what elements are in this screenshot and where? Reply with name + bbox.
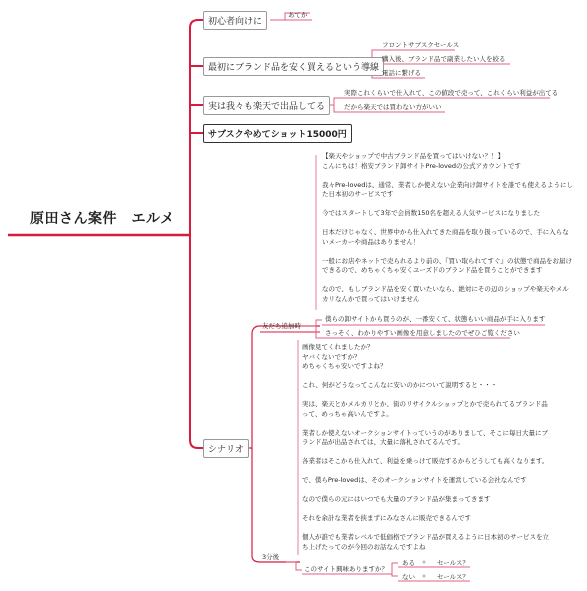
later-node[interactable]: 3分後 xyxy=(262,553,280,561)
question-node[interactable]: このサイト興味ありますか？ xyxy=(304,565,389,573)
option-no-result[interactable]: セールス？ xyxy=(437,573,469,581)
tomodachi-item-2[interactable]: さっそく、わかりやすい画像を用意しましたのでぜひご覧ください xyxy=(325,329,520,337)
branch-rakuten-child-1[interactable]: 実際これくらいで仕入れて、この値段で売って、これくらい利益が出てる xyxy=(344,89,559,97)
option-yes[interactable]: ある xyxy=(402,559,415,567)
root-node[interactable]: 原田さん案件 エルメ xyxy=(30,211,175,227)
branch-subscription-stop[interactable]: サブスクやめてショット15000円 xyxy=(203,124,352,143)
option-yes-result[interactable]: セールス？ xyxy=(437,559,469,567)
intro-text: 【楽天やショップで中古ブランド品を買ってはいけない？！】 こんにちは！格安ブランド卸サイトPre-lovedの公式アカウントです 我々Pre-lovedは、通常、業者しか使えない企業向け卸サイトを誰でも使えるようにした日本初のサービスです 今ではスタートして3年で会員数150名を超える人気サービスになりました 日本だけじゃなく、世界中から仕入れてきた商品を取り扱っているので、手に入らないメーカーや商品はありません！ 一般にお店やネットで売られるより前の、『買い取られてすぐ』の状態で商品をお届けできるので、めちゃくちゃ安くユーズドのブランド品を買うことができます なので、もしブランド品を安く買いたいなら、絶対にその辺のショップや楽天やメルカリなんかで買ってはいけません xyxy=(322,152,573,303)
branch-beginners-child-1[interactable]: あてか xyxy=(288,11,308,19)
branch-brand-funnel-child-3[interactable]: 電話に繋げる xyxy=(382,69,421,77)
branch-rakuten-child-2[interactable]: だから楽天では買わない方がいい xyxy=(344,103,442,111)
tomodachi-item-1[interactable]: 僕らの卸サイトから買うのが、一番安くて、状態もいい商品が手に入ります xyxy=(325,315,546,323)
scenario-node[interactable]: シナリオ xyxy=(203,439,249,458)
branch-brand-funnel-child-2[interactable]: 購入後、ブランド品で副業したい人を絞る xyxy=(382,55,506,63)
branch-rakuten[interactable]: 実は我々も楽天で出品してる xyxy=(203,96,330,115)
branch-brand-funnel[interactable]: 最初にブランド品を安く買えるという導線 xyxy=(203,57,384,76)
tomodachi-node[interactable]: 友だち追加時 xyxy=(262,322,301,330)
scenario-main-text: 画像見てくれましたか？ ヤバくないですか？ めちゃくちゃ安いですよね？ これ、何がどうなってこんなに安いのかについて説明すると・・・ 実は、楽天とかメルカリとか、街のリサイクルショップとかで売られてるブランド品って、めっちゃ高いんですよ。 業者しか使えないオークションサイトっていうのがありまして、そこに毎日大量にブランド品が出品されては、大量に落札されてるんです。 各業者はそこから仕入れて、利益を乗っけて販売するからどうしても高くなります。 で、僕らPre-lovedは、そのオークションサイトを運営している会社なんです なので僕らの元にはいつでも大量のブランド品が集まってきます それを余計な業者を挟まずにみなさんに販売できるんです 個人が誰でも業者レベルで低価格でブランド品が買えるように日本初のサービスを立ち上げたってのが今回のお話なんですよね xyxy=(302,343,549,551)
branch-beginners[interactable]: 初心者向けに xyxy=(203,11,267,30)
option-no[interactable]: ない xyxy=(402,573,415,581)
branch-brand-funnel-child-1[interactable]: フロントサブスクセールス xyxy=(382,41,460,49)
